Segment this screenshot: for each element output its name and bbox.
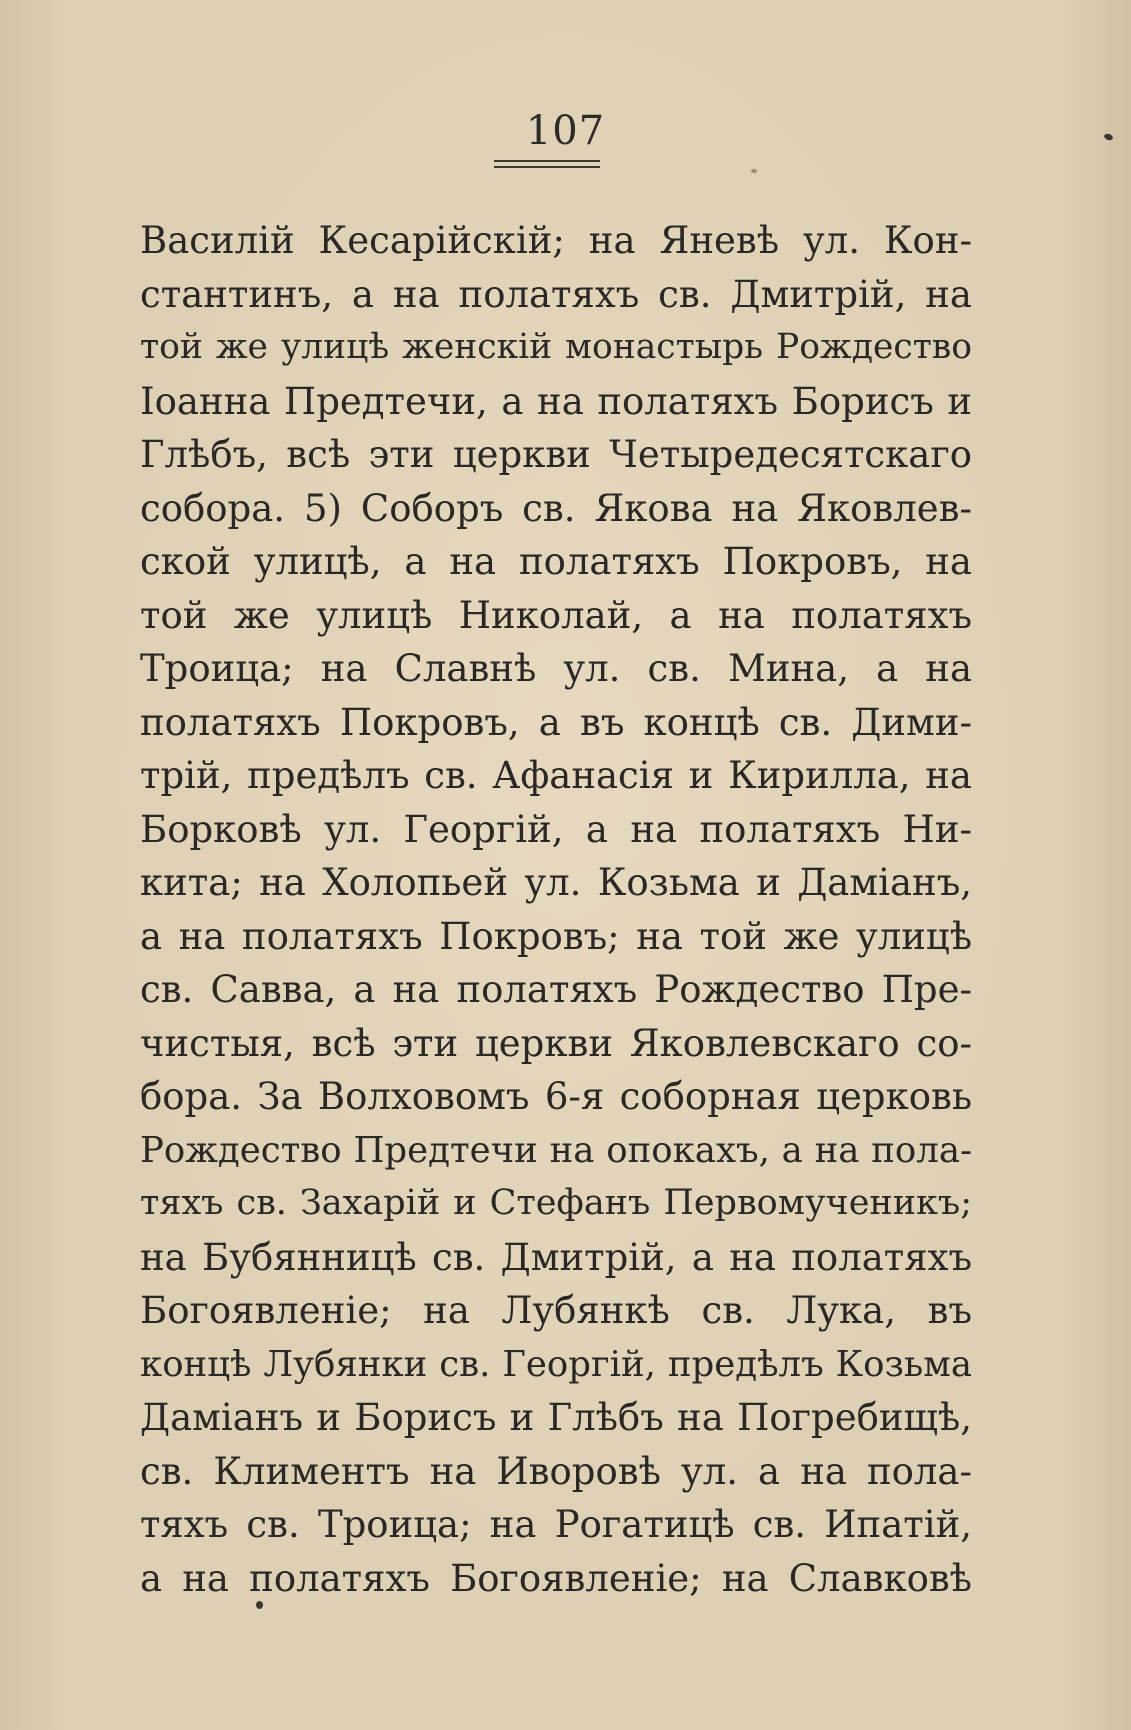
page-number-rule-upper [494,160,600,162]
text-line: св. Савва, а на полатяхъ Рождество Пре- [140,968,972,1011]
page-number-rule-lower [494,166,600,168]
text-line: Троица; на Славнѣ ул. св. Мина, а на [140,647,972,690]
text-line: Іоанна Предтечи, а на полатяхъ Борисъ и [140,379,972,423]
text-line: стантинъ, а на полатяхъ св. Дмитрій, на [140,272,972,316]
text-line: тяхъ св. Троица; на Рогатицѣ св. Ипатій, [140,1503,972,1546]
ink-speck [256,1601,263,1609]
text-line: той же улицѣ женскій монастырь Рождество [140,327,972,367]
text-line: а на полатяхъ Богоявленіе; на Славковѣ [140,1556,972,1600]
text-line: Глѣбъ, всѣ эти церкви Четыредесятскаго [140,433,972,476]
text-line: бора. За Волховомъ 6-я соборная церковь [140,1075,972,1118]
text-line: тяхъ св. Захарій и Стефанъ Первомученикъ; [140,1183,972,1223]
text-line: Василій Кесарійскій; на Яневѣ ул. Кон- [140,219,972,262]
page-number: 107 [525,108,606,154]
text-line: концѣ Лубянки св. Георгій, предѣлъ Козьма [140,1343,972,1385]
text-line: Богоявленіе; на Лубянкѣ св. Лука, въ [140,1289,972,1332]
page-body-text [140,214,972,1605]
text-line: Борковѣ ул. Георгій, а на полатяхъ Ни- [140,807,972,851]
text-line: чистыя, всѣ эти церкви Яковлевскаго со- [140,1021,972,1065]
text-line: трій, предѣлъ св. Афанасія и Кирилла, на [140,754,972,797]
text-line: св. Климентъ на Иворовѣ ул. а на пола- [140,1449,972,1493]
paper-stain [751,169,757,173]
text-line: Даміанъ и Борисъ и Глѣбъ на Погребищѣ, [140,1396,972,1439]
text-line: Рождество Предтечи на опокахъ, а на пола- [140,1129,972,1171]
text-line: а на полатяхъ Покровъ; на той же улицѣ [140,914,972,958]
text-line: той же улицѣ Николай, а на полатяхъ [140,593,972,637]
text-line: собора. 5) Соборъ св. Якова на Яковлев- [140,486,972,530]
text-line: кита; на Холопьей ул. Козьма и Даміанъ, [140,861,972,904]
text-line: ской улицѣ, а на полатяхъ Покровъ, на [140,540,972,583]
text-line: полатяхъ Покровъ, а въ концѣ св. Дими- [140,700,972,744]
text-line: на Бубянницѣ св. Дмитрій, а на полатяхъ [140,1235,972,1279]
